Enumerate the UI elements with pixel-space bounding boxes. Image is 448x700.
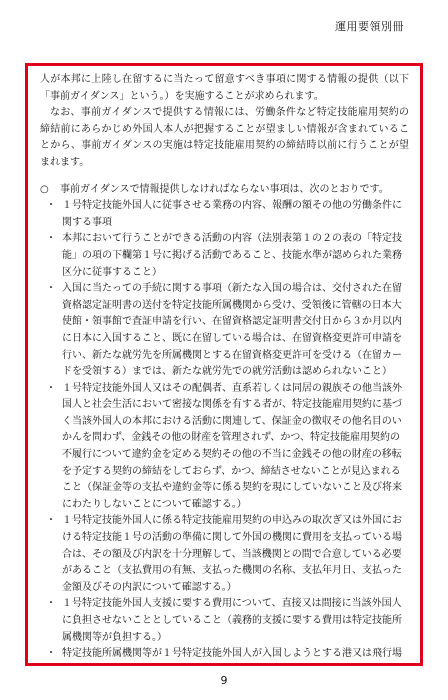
list-item: [40, 231, 409, 281]
list-item-text: １号特定技能外国人に係る特定技能雇用契約の申込みの取次ぎ又は外国における特定技能１号の活動の準備に関して外国の機関に費用を支払っている場合は、その額及び内訳を十分理解して、当該機関との間で合意している必要があること（支払費用の有無、支払った機関の名称、支払年月日、支払った金額及びその内訳について確認する。）: [62, 515, 402, 593]
list-item-text: １号特定技能外国人支援に要する費用について、直接又は間接に当該外国人に負担させないこととしていること（義務的支援に要する費用は特定技能所属機関等が負担する。）: [62, 598, 402, 643]
list-item-text: 本邦において行うことができる活動の内容（法別表第１の２の表の「特定技能」の項の下欄第１号に掲げる活動であること、技能水準が認められた業務区分に従事すること）: [62, 233, 402, 278]
bullet-marker: ・: [46, 233, 56, 245]
list-item: [40, 596, 409, 646]
list-item: [40, 381, 409, 514]
bullet-marker: ・: [46, 598, 56, 610]
section-intro-text: 事前ガイダンスで情報提供しなければならない事項は、次のとおりです。: [60, 183, 389, 195]
bullet-marker: ・: [46, 648, 56, 660]
list-item-text: １号特定技能外国人に従事させる業務の内容、報酬の額その他の労働条件に関する事項: [62, 200, 402, 228]
list-item-text: １号特定技能外国人又はその配偶者、直系若しくは同居の親族その他当該外国人と社会生活において密接な関係を有する者が、特定技能雇用契約に基づく当該外国人の本邦における活動に関連して、保証金の徴収その他名目のいかんを問わず、金銭その他の財産を管理されず、かつ、特定技能雇用契約の不履行について違約金を定める契約その他の不当に金銭その他の財産の移転を予定する契約の締結をしておらず、かつ、締結させないことが見込まれること（保証金等の支払や違約金等に係る契約を現にしていないこと及び将来にわたりしないことについて確認する。）: [62, 382, 402, 510]
spacer: [40, 172, 409, 180]
bullet-marker: ・: [46, 515, 56, 527]
highlighted-content-box: [25, 63, 423, 666]
list-item-text: 入国に当たっての手続に関する事項（新たな入国の場合は、交付された在留資格認定証明書の送付を特定技能所属機関から受け、受領後に管轄の日本大使館・領事館で査証申請を行い、在留資格認定証明書交付日から３か月以内に日本に入国すること、既に在留している場合は、在留資格変更許可申請を行い、新たな就労先を所属機関とする在留資格変更許可を受ける（在留カードを受領する）までは、新たな就労先での就労活動は認められないこと）: [62, 283, 402, 378]
circle-marker: ○: [40, 183, 49, 195]
document-header-title: 運用要領別冊: [335, 20, 404, 33]
section-heading: [40, 182, 409, 199]
intro-paragraph: 人が本邦に上陸し在留するに当たって留意すべき事項に関する情報の提供（以下「事前ガイダンス」という。）を実施することが求められます。: [40, 74, 409, 102]
list-item-text: 特定技能所属機関等が１号特定技能外国人が入国しようとする港又は飛行場: [62, 648, 402, 660]
bullet-marker: ・: [46, 382, 56, 394]
bullet-marker: ・: [46, 283, 56, 295]
note-paragraph: なお、事前ガイダンスで提供する情報には、労働条件など特定技能雇用契約の締結前にあらかじめ外国人本人が把握することが望ましい情報が含まれていることから、事前ガイダンスの実施は特定技能雇用契約の締結時以前に行うことが望まれます。: [40, 107, 409, 168]
list-item: [40, 646, 409, 663]
list-item: [40, 281, 409, 381]
bullet-marker: ・: [46, 200, 56, 212]
list-item: [40, 198, 409, 231]
page-number: 9: [220, 674, 228, 687]
list-item: [40, 513, 409, 596]
